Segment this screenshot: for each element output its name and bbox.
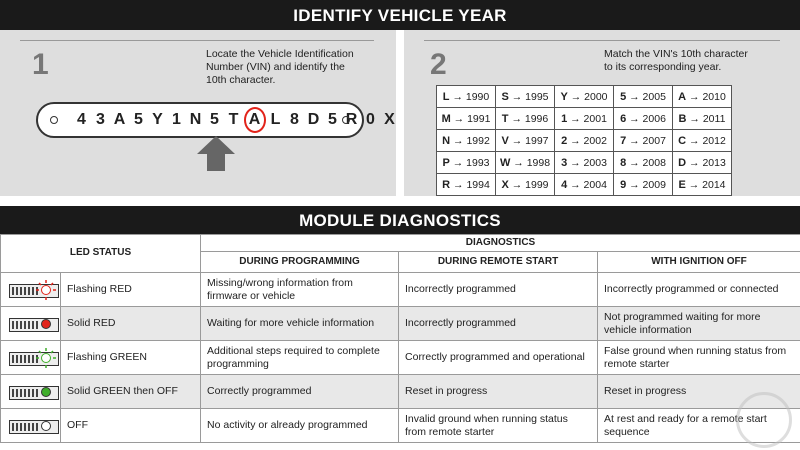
model-year: 2003 <box>583 156 607 169</box>
step1-rule <box>20 40 374 41</box>
vin-tenth-character: A <box>244 107 266 133</box>
arrow-right-icon: → <box>452 156 464 169</box>
year-table-cell <box>673 152 732 174</box>
model-year: 2009 <box>642 178 666 191</box>
arrow-right-icon: → <box>689 134 700 147</box>
diagnostics-header: DIAGNOSTICS <box>201 235 800 252</box>
vin-plate-rivet-icon <box>50 116 58 124</box>
vin-code-letter: D <box>678 156 687 169</box>
vin-character: R <box>345 111 358 128</box>
remote-module-icon <box>7 380 61 404</box>
step1-panel <box>0 30 396 196</box>
step2-line: Match the VIN's 10th character <box>604 48 748 60</box>
vin-code-letter: A <box>678 90 687 103</box>
model-year: 1996 <box>524 112 549 125</box>
diagnostic-remote: Reset in progress <box>399 375 598 409</box>
vin-character: 3 <box>96 111 105 128</box>
model-year: 1995 <box>525 90 549 103</box>
arrow-right-icon: → <box>570 112 581 125</box>
vin-code-letter: Y <box>560 90 568 103</box>
vin-character: 5 <box>328 111 337 128</box>
vin-code-letter: B <box>678 112 687 125</box>
model-year: 2013 <box>702 156 726 169</box>
year-table-cell <box>437 174 496 196</box>
diagnostic-remote: Incorrectly programmed <box>399 273 598 307</box>
diagnostic-ignition: Not programmed waiting for more vehicle information <box>598 307 800 341</box>
led-status-label: Solid GREEN then OFF <box>61 375 201 409</box>
year-table-cell <box>555 108 614 130</box>
arrow-right-icon: → <box>689 112 700 125</box>
remote-module-icon <box>7 312 61 336</box>
model-year: 2004 <box>583 178 607 191</box>
vin-code-letter: 8 <box>620 156 627 169</box>
led-status-header: LED STATUS <box>1 235 201 273</box>
model-year: 1990 <box>465 90 490 103</box>
vin-character: X <box>384 111 395 128</box>
vin-code-letter: P <box>442 156 450 169</box>
year-table-row <box>437 152 732 174</box>
diagnostic-programming: Waiting for more vehicle information <box>201 307 399 341</box>
arrow-right-icon: → <box>513 156 524 169</box>
diagnostic-remote: Invalid ground when running status from remote starter <box>399 409 598 443</box>
remote-module-icon <box>7 278 61 302</box>
vin-code-letter: R <box>442 178 451 191</box>
vin-plate <box>36 102 395 138</box>
year-table-cell <box>614 152 673 174</box>
arrow-right-icon: → <box>453 178 464 191</box>
vin-code-letter: 9 <box>620 178 627 191</box>
step1-line: Locate the Vehicle Identification <box>206 48 354 60</box>
led-status-label: Flashing GREEN <box>61 341 201 375</box>
model-year: 1999 <box>525 178 549 191</box>
year-table-cell <box>496 130 555 152</box>
step2-instructions <box>604 48 748 74</box>
vin-section-title: IDENTIFY VEHICLE YEAR <box>0 0 800 30</box>
year-table-cell <box>614 130 673 152</box>
vin-code-letter: 3 <box>561 156 568 169</box>
vin-code-letter: V <box>501 134 509 147</box>
year-table-cell <box>673 174 732 196</box>
model-year: 2001 <box>583 112 607 125</box>
model-year: 2000 <box>584 90 608 103</box>
led-lamp-icon <box>41 387 51 397</box>
model-year: 2005 <box>642 90 666 103</box>
led-indicator-cell <box>1 273 61 307</box>
year-table-cell <box>496 174 555 196</box>
diagnostic-programming: Correctly programmed <box>201 375 399 409</box>
led-status-label: Solid RED <box>61 307 201 341</box>
diagnostics-row <box>1 341 800 375</box>
model-year: 1998 <box>526 156 551 169</box>
year-table-row <box>437 86 732 108</box>
diagnostic-programming: Additional steps required to complete programming <box>201 341 399 375</box>
year-table-row <box>437 108 732 130</box>
col-with-ignition-off: WITH IGNITION OFF <box>598 252 800 273</box>
arrow-right-icon: → <box>689 156 700 169</box>
diagnostic-remote: Correctly programmed and operational <box>399 341 598 375</box>
diagnostic-remote: Incorrectly programmed <box>399 307 598 341</box>
vin-character: 5 <box>210 111 219 128</box>
step2-line: to its corresponding year. <box>604 61 722 73</box>
vin-character: D <box>307 111 320 128</box>
vin-code-letter: C <box>678 134 687 147</box>
led-indicator-cell <box>1 375 61 409</box>
remote-module-icon <box>7 414 61 438</box>
led-status-label: OFF <box>61 409 201 443</box>
diagnostics-table <box>0 234 800 443</box>
model-year: 1993 <box>466 156 490 169</box>
up-arrow-icon <box>196 134 236 172</box>
arrow-right-icon: → <box>570 134 581 147</box>
arrow-right-icon: → <box>689 90 700 103</box>
arrow-right-icon: → <box>570 178 581 191</box>
model-year: 2006 <box>642 112 666 125</box>
year-table-cell <box>437 86 496 108</box>
year-table-cell <box>614 108 673 130</box>
diagnostics-row <box>1 409 800 443</box>
vin-character: 8 <box>290 111 299 128</box>
step1-line: Number (VIN) and identify the <box>206 61 345 73</box>
year-table-cell <box>437 130 496 152</box>
arrow-right-icon: → <box>511 90 523 103</box>
year-table-cell <box>496 152 555 174</box>
arrow-right-icon: → <box>511 134 523 147</box>
vin-code-letter: S <box>501 90 509 103</box>
vin-code-letter: M <box>441 112 451 125</box>
model-year: 1992 <box>466 134 490 147</box>
col-during-programming: DURING PROGRAMMING <box>201 252 399 273</box>
year-table-cell <box>555 152 614 174</box>
remote-module-icon <box>7 346 61 370</box>
diagnostic-programming: No activity or already programmed <box>201 409 399 443</box>
diagnostic-programming: Missing/wrong information from firmware or vehicle <box>201 273 399 307</box>
arrow-right-icon: → <box>629 112 640 125</box>
year-table-cell <box>614 174 673 196</box>
arrow-right-icon: → <box>629 134 640 147</box>
arrow-right-icon: → <box>453 134 464 147</box>
step2-number: 2 <box>430 48 447 81</box>
led-lamp-icon <box>41 319 51 329</box>
vin-character: L <box>270 111 281 128</box>
diagnostics-row <box>1 307 800 341</box>
vin-code-letter: N <box>442 134 451 147</box>
vin-code-letter: T <box>501 112 509 125</box>
vin-code-letter: 5 <box>620 90 627 103</box>
arrow-right-icon: → <box>452 90 463 103</box>
vin-code-letter: 7 <box>620 134 627 147</box>
diagnostics-row <box>1 375 800 409</box>
vin-code-letter: 1 <box>561 112 568 125</box>
vin-character: 1 <box>172 111 181 128</box>
arrow-right-icon: → <box>511 178 523 191</box>
year-table-cell <box>555 86 614 108</box>
led-lamp-icon <box>41 353 51 363</box>
led-lamp-icon <box>41 285 51 295</box>
model-year: 2008 <box>642 156 666 169</box>
watermark-seal-icon <box>736 392 792 448</box>
diagnostic-ignition: Reset in progress <box>598 375 800 409</box>
led-indicator-cell <box>1 409 61 443</box>
arrow-right-icon: → <box>570 90 582 103</box>
vin-code-letter: E <box>678 178 686 191</box>
year-table-row <box>437 130 732 152</box>
year-table-cell <box>673 130 732 152</box>
model-year: 2012 <box>702 134 726 147</box>
model-year: 1997 <box>525 134 549 147</box>
led-lamp-icon <box>41 421 51 431</box>
year-table-cell <box>673 86 732 108</box>
arrow-right-icon: → <box>629 90 640 103</box>
vin-code-letter: 4 <box>561 178 568 191</box>
year-table-cell <box>437 108 496 130</box>
diagnostics-section-title: MODULE DIAGNOSTICS <box>0 206 800 234</box>
arrow-right-icon: → <box>453 112 465 125</box>
step1-number: 1 <box>32 48 49 81</box>
vin-code-letter: 2 <box>561 134 568 147</box>
model-year: 2002 <box>583 134 607 147</box>
model-year: 1994 <box>466 178 490 191</box>
diagnostics-row <box>1 273 800 307</box>
led-status-label: Flashing RED <box>61 273 201 307</box>
step1-instructions <box>206 48 354 87</box>
vin-character: Y <box>152 111 163 128</box>
diagnostic-ignition: At rest and ready for a remote start sequence <box>598 409 800 443</box>
diagnostic-ignition: False ground when running status from remote starter <box>598 341 800 375</box>
vin-year-table <box>436 85 732 196</box>
col-during-remote-start: DURING REMOTE START <box>399 252 598 273</box>
vin-code-letter: W <box>499 156 511 169</box>
step1-line: 10th character. <box>206 74 276 86</box>
model-year: 2010 <box>702 90 726 103</box>
year-table-cell <box>496 108 555 130</box>
vin-code-letter: L <box>442 90 450 103</box>
model-year: 2011 <box>702 112 726 125</box>
year-table-row <box>437 174 732 196</box>
vin-character: 0 <box>366 111 375 128</box>
arrow-right-icon: → <box>570 156 581 169</box>
arrow-right-icon: → <box>629 178 640 191</box>
year-table-cell <box>555 130 614 152</box>
vin-character: A <box>113 111 126 128</box>
vin-plate-rivet-icon <box>342 116 350 124</box>
year-table-cell <box>437 152 496 174</box>
led-indicator-cell <box>1 341 61 375</box>
vin-character: T <box>228 111 239 128</box>
vin-character: 5 <box>134 111 143 128</box>
vin-character: 4 <box>77 111 86 128</box>
arrow-right-icon: → <box>629 156 640 169</box>
year-table-cell <box>673 108 732 130</box>
vin-character: N <box>189 111 202 128</box>
step2-rule <box>424 40 780 41</box>
model-year: 2014 <box>702 178 726 191</box>
model-year: 1991 <box>467 112 491 125</box>
year-table-cell <box>496 86 555 108</box>
led-indicator-cell <box>1 307 61 341</box>
model-year: 2007 <box>642 134 666 147</box>
arrow-right-icon: → <box>511 112 522 125</box>
year-table-cell <box>614 86 673 108</box>
vin-code-letter: X <box>501 178 509 191</box>
vin-code-letter: 6 <box>620 112 627 125</box>
diagnostic-ignition: Incorrectly programmed or connected <box>598 273 800 307</box>
arrow-right-icon: → <box>688 178 700 191</box>
year-table-cell <box>555 174 614 196</box>
